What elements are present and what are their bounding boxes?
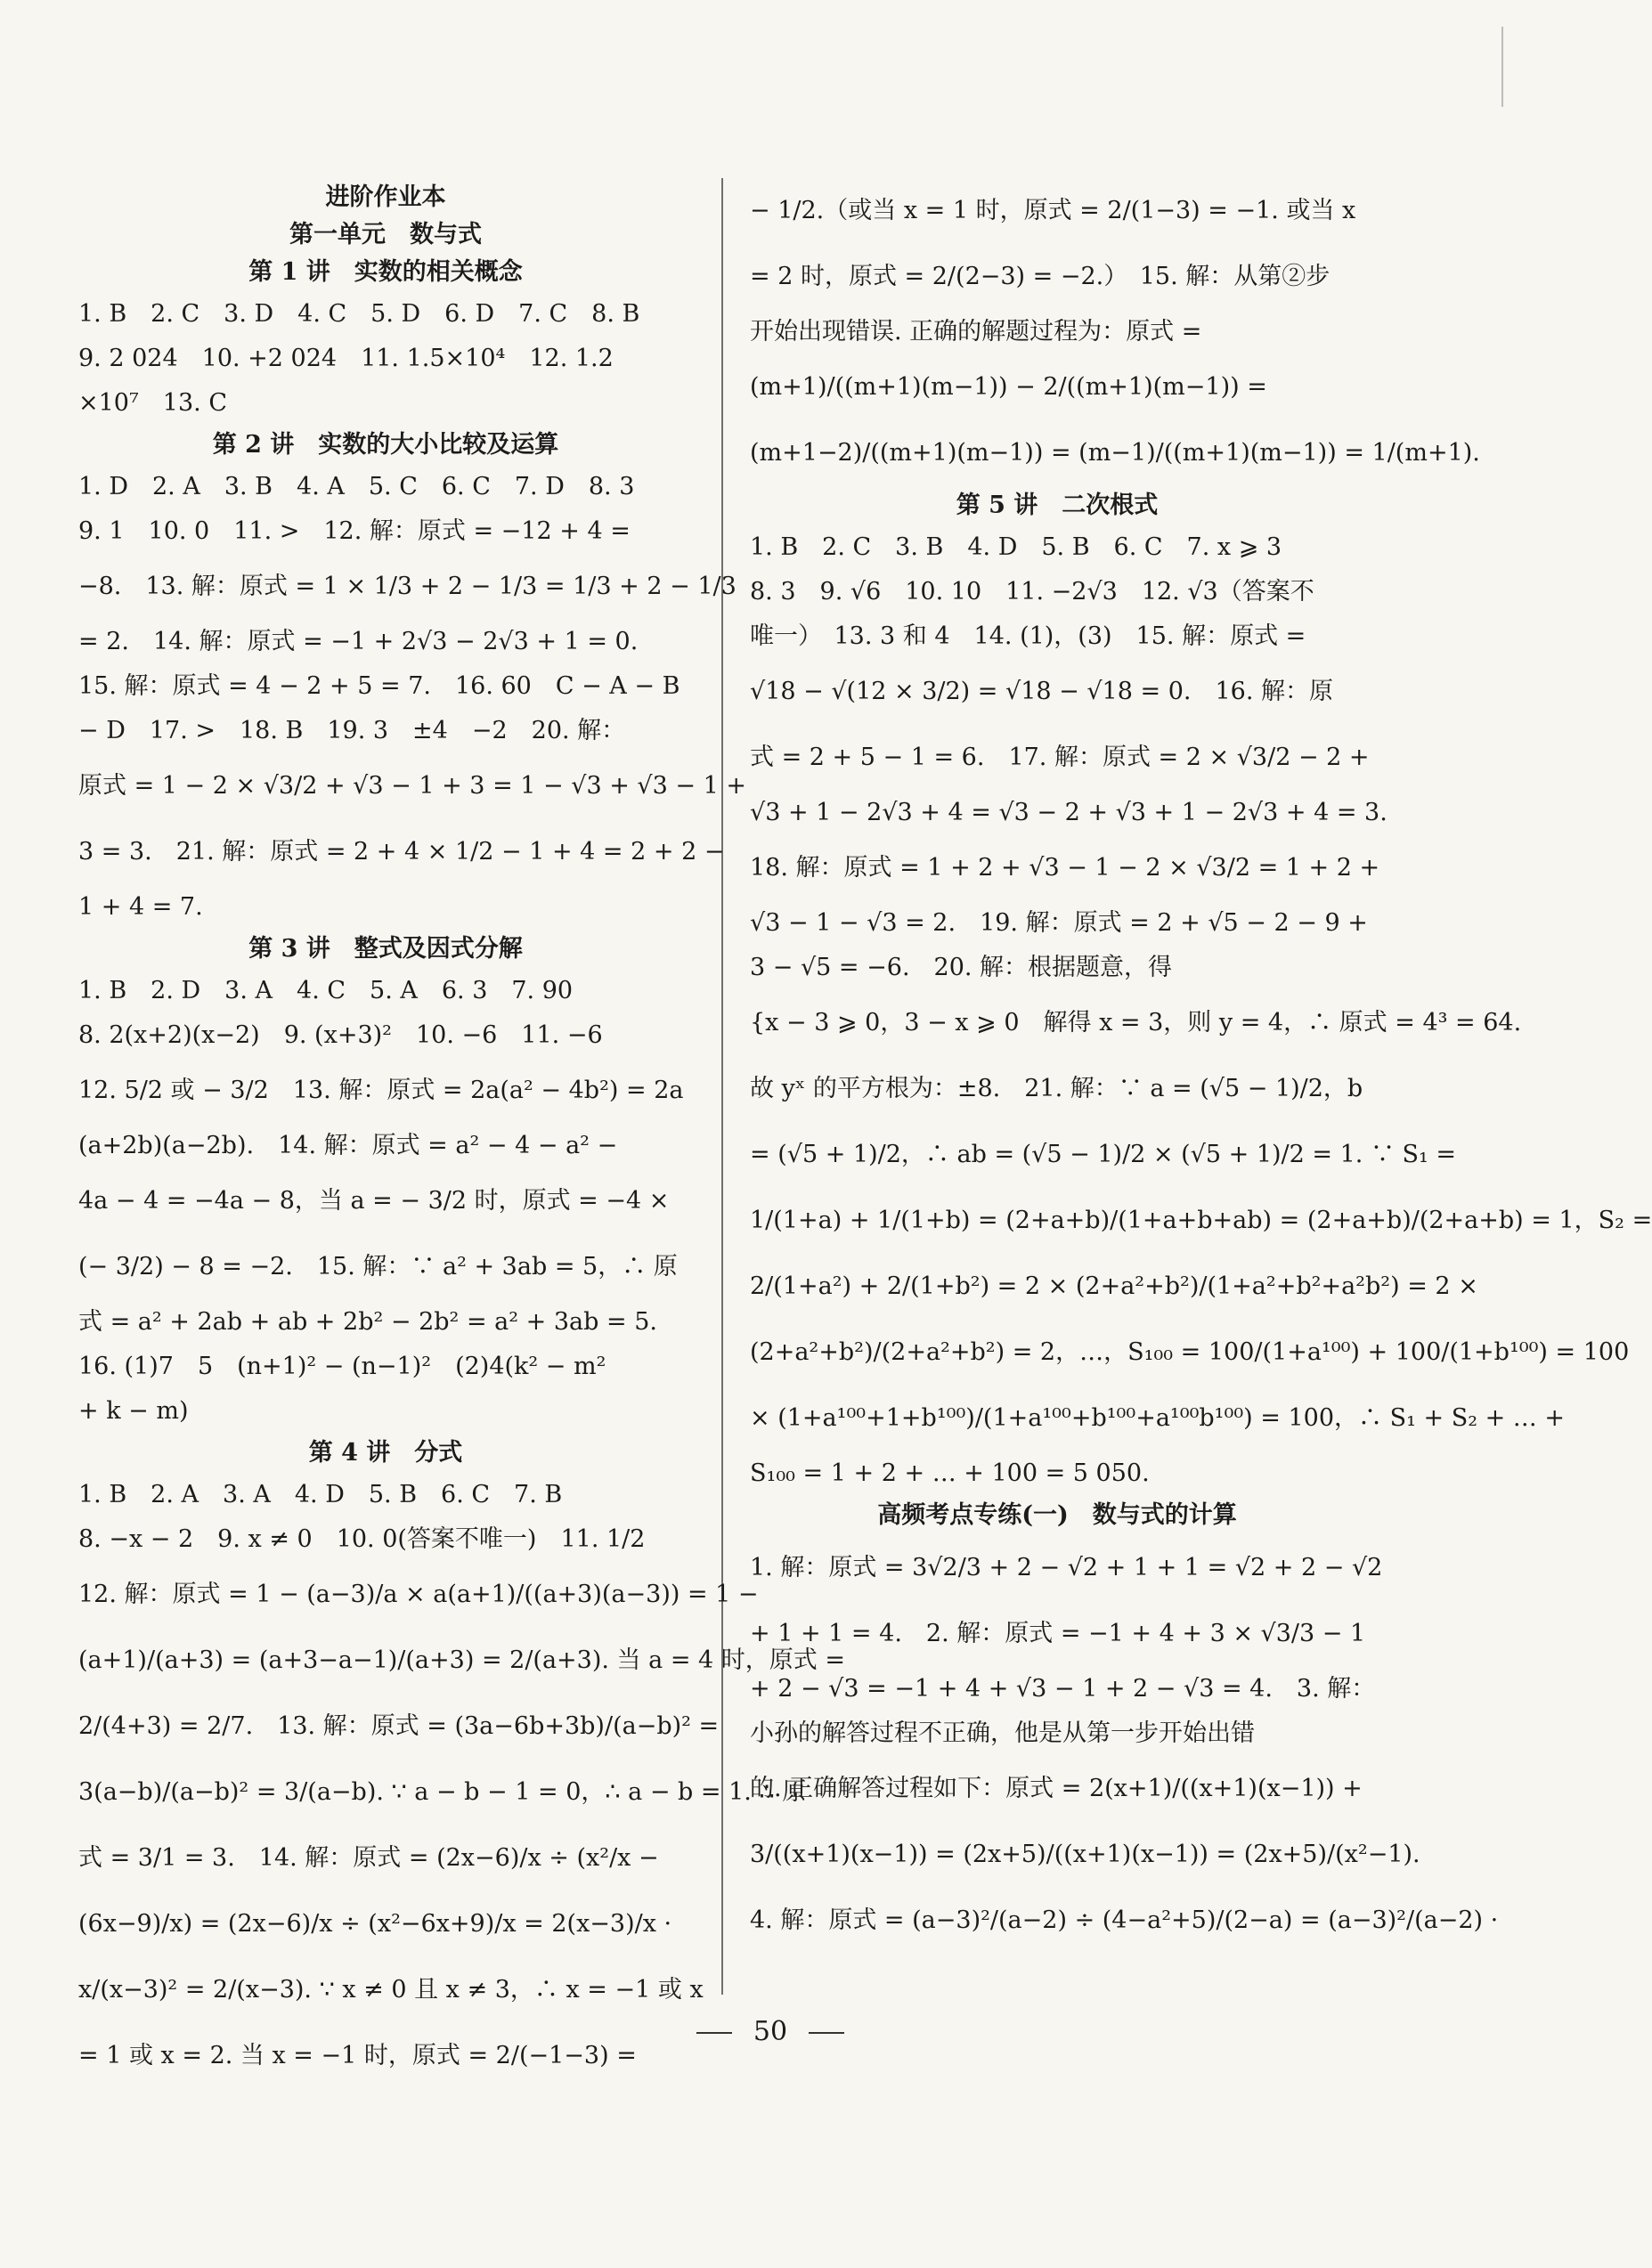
- answer-line: − 1/2.（或当 x = 1 时，原式 = 2/(1−3) = −1. 或当 x: [750, 197, 1356, 224]
- answer-line: {x − 3 ⩾ 0，3 − x ⩾ 0 解得 x = 3，则 y = 4，∴ 原式 = 4³ = 64.: [750, 1009, 1522, 1036]
- answer-line: 式 = a² + 2ab + ab + 2b² − 2b² = a² + 3ab = 5.: [78, 1308, 657, 1336]
- answer-line: √18 − √(12 × 3/2) = √18 − √18 = 0. 16. 解：原: [750, 678, 1333, 705]
- unit-title: 第一单元 数与式: [289, 221, 482, 248]
- answer-line: √3 − 1 − √3 = 2. 19. 解：原式 = 2 + √5 − 2 − 9 +: [750, 909, 1368, 937]
- answer-line: 3(a−b)/(a−b)² = 3/(a−b). ∵ a − b − 1 = 0，∴ a − b = 1. ∴ 原: [78, 1778, 807, 1806]
- answer-line: (a+1)/(a+3) = (a+3−a−1)/(a+3) = 2/(a+3). 当 a = 4 时，原式 =: [78, 1646, 845, 1674]
- section-title: 第 1 讲 实数的相关概念: [248, 258, 523, 286]
- answer-line: √3 + 1 − 2√3 + 4 = √3 − 2 + √3 + 1 − 2√3 + 4 = 3.: [750, 799, 1388, 826]
- answer-line: 4. 解：原式 = (a−3)²/(a−2) ÷ (4−a²+5)/(2−a) = (a−3)²/(a−2) ·: [750, 1906, 1499, 1934]
- answer-line: 8. 3 9. √6 10. 10 11. −2√3 12. √3（答案不: [750, 578, 1314, 606]
- section-title: 第 4 讲 分式: [308, 1439, 463, 1467]
- answer-line: 1. B 2. D 3. A 4. C 5. A 6. 3 7. 90: [78, 977, 574, 1004]
- answer-line: × (1+a¹⁰⁰+1+b¹⁰⁰)/(1+a¹⁰⁰+b¹⁰⁰+a¹⁰⁰b¹⁰⁰) = 100，∴ S₁ + S₂ + … +: [750, 1404, 1566, 1432]
- answer-line: 12. 解：原式 = 1 − (a−3)/a × a(a+1)/((a+3)(a−3)) = 1 −: [78, 1581, 759, 1608]
- book-title: 进阶作业本: [325, 183, 446, 211]
- section-title: 高频考点专练(一) 数与式的计算: [877, 1501, 1237, 1529]
- answer-line: + 2 − √3 = −1 + 4 + √3 − 1 + 2 − √3 = 4. 3. 解：: [750, 1675, 1376, 1703]
- answer-line: 1. 解：原式 = 3√2/3 + 2 − √2 + 1 + 1 = √2 + 2 − √2: [750, 1554, 1383, 1581]
- answer-line: (m+1−2)/((m+1)(m−1)) = (m−1)/((m+1)(m−1)) = 1/(m+1).: [750, 439, 1480, 467]
- answer-line: ×10⁷ 13. C: [78, 389, 227, 417]
- answer-line: = 1 或 x = 2. 当 x = −1 时，原式 = 2/(−1−3) =: [78, 2042, 637, 2069]
- answer-line: 开始出现错误. 正确的解题过程为：原式 =: [750, 318, 1202, 345]
- answer-line: + k − m): [78, 1397, 189, 1425]
- answer-line: 1/(1+a) + 1/(1+b) = (2+a+b)/(1+a+b+ab) = (2+a+b)/(2+a+b) = 1，S₂ =: [750, 1207, 1652, 1234]
- answer-line: 3 − √5 = −6. 20. 解：根据题意，得: [750, 954, 1173, 981]
- answer-line: 2/(1+a²) + 2/(1+b²) = 2 × (2+a²+b²)/(1+a²+b²+a²b²) = 2 ×: [750, 1272, 1478, 1300]
- answer-line: (− 3/2) − 8 = −2. 15. 解：∵ a² + 3ab = 5，∴ 原: [78, 1253, 678, 1280]
- answer-line: + 1 + 1 = 4. 2. 解：原式 = −1 + 4 + 3 × √3/3 − 1: [750, 1620, 1366, 1647]
- page-number: 50: [753, 2016, 788, 2047]
- answer-line: (6x−9)/x) = (2x−6)/x ÷ (x²−6x+9)/x = 2(x−3)/x ·: [78, 1910, 672, 1938]
- answer-line: 原式 = 1 − 2 × √3/2 + √3 − 1 + 3 = 1 − √3 + √3 − 1 +: [78, 772, 746, 800]
- section-title: 第 2 讲 实数的大小比较及运算: [212, 431, 559, 459]
- answer-line: = 2. 14. 解：原式 = −1 + 2√3 − 2√3 + 1 = 0.: [78, 628, 639, 655]
- answer-line: 12. 5/2 或 − 3/2 13. 解：原式 = 2a(a² − 4b²) = 2a: [78, 1077, 684, 1104]
- answer-line: 8. −x − 2 9. x ≠ 0 10. 0(答案不唯一) 11. 1/2: [78, 1525, 646, 1553]
- answer-line: 1 + 4 = 7.: [78, 893, 203, 921]
- answer-line: 小孙的解答过程不正确，他是从第一步开始出错: [750, 1719, 1255, 1747]
- answer-line: x/(x−3)² = 2/(x−3). ∵ x ≠ 0 且 x ≠ 3，∴ x = −1 或 x: [78, 1976, 704, 2004]
- answer-line: 式 = 3/1 = 3. 14. 解：原式 = (2x−6)/x ÷ (x²/x −: [78, 1844, 659, 1872]
- answer-line: −8. 13. 解：原式 = 1 × 1/3 + 2 − 1/3 = 1/3 + 2 − 1/3: [78, 573, 736, 600]
- column-divider: [721, 178, 723, 1995]
- answer-line: 4a − 4 = −4a − 8，当 a = − 3/2 时，原式 = −4 ×: [78, 1187, 670, 1215]
- answer-line: = (√5 + 1)/2，∴ ab = (√5 − 1)/2 × (√5 + 1)/2 = 1. ∵ S₁ =: [750, 1141, 1457, 1168]
- section-title: 第 3 讲 整式及因式分解: [248, 935, 523, 963]
- answer-line: (m+1)/((m+1)(m−1)) − 2/((m+1)(m−1)) =: [750, 373, 1267, 401]
- answer-line: 唯一） 13. 3 和 4 14. (1)，(3) 15. 解：原式 =: [750, 622, 1306, 650]
- answer-line: 9. 1 10. 0 11. > 12. 解：原式 = −12 + 4 =: [78, 517, 631, 545]
- footer-dash-right: [809, 2032, 844, 2034]
- answer-line: − D 17. > 18. B 19. 3 ±4 −2 20. 解：: [78, 717, 626, 744]
- answer-line: 1. B 2. C 3. B 4. D 5. B 6. C 7. x ⩾ 3: [750, 533, 1282, 561]
- right-column: [750, 178, 1652, 1954]
- answer-line: (a+2b)(a−2b). 14. 解：原式 = a² − 4 − a² −: [78, 1132, 618, 1159]
- answer-line: 1. B 2. C 3. D 4. C 5. D 6. D 7. C 8. B: [78, 300, 640, 328]
- answer-line: 18. 解：原式 = 1 + 2 + √3 − 1 − 2 × √3/2 = 1 + 2 +: [750, 854, 1380, 882]
- answer-line: 3/((x+1)(x−1)) = (2x+5)/((x+1)(x−1)) = (2x+5)/(x²−1).: [750, 1841, 1420, 1868]
- answer-line: 故 yˣ 的平方根为：±8. 21. 解：∵ a = (√5 − 1)/2，b: [750, 1075, 1363, 1102]
- answer-line: 3 = 3. 21. 解：原式 = 2 + 4 × 1/2 − 1 + 4 = 2 + 2 −: [78, 838, 725, 866]
- answer-line: = 2 时，原式 = 2/(2−3) = −2.） 15. 解：从第②步: [750, 263, 1331, 290]
- answer-line: 8. 2(x+2)(x−2) 9. (x+3)² 10. −6 11. −6: [78, 1021, 603, 1049]
- answer-line: 9. 2 024 10. +2 024 11. 1.5×10⁴ 12. 1.2: [78, 345, 614, 372]
- answer-line: 的. 正确解答过程如下：原式 = 2(x+1)/((x+1)(x−1)) +: [750, 1775, 1363, 1802]
- answer-line: 式 = 2 + 5 − 1 = 6. 17. 解：原式 = 2 × √3/2 − 2 +: [750, 744, 1370, 771]
- answer-line: S₁₀₀ = 1 + 2 + … + 100 = 5 050.: [750, 1459, 1150, 1487]
- answer-line: 15. 解：原式 = 4 − 2 + 5 = 7. 16. 60 C − A − B: [78, 672, 680, 700]
- page-edge-mark: [1501, 27, 1503, 107]
- section-title: 第 5 讲 二次根式: [956, 492, 1159, 519]
- answer-line: 2/(4+3) = 2/7. 13. 解：原式 = (3a−6b+3b)/(a−b)² =: [78, 1712, 720, 1740]
- page-footer: [0, 2014, 1541, 2050]
- answer-line: 1. D 2. A 3. B 4. A 5. C 6. C 7. D 8. 3: [78, 473, 635, 500]
- answer-line: 16. (1)7 5 (n+1)² − (n−1)² (2)4(k² − m²: [78, 1353, 606, 1380]
- footer-dash-left: [696, 2032, 732, 2034]
- answer-line: 1. B 2. A 3. A 4. D 5. B 6. C 7. B: [78, 1481, 563, 1508]
- answer-line: (2+a²+b²)/(2+a²+b²) = 2，…，S₁₀₀ = 100/(1+a¹⁰⁰) + 100/(1+b¹⁰⁰) = 100: [750, 1338, 1630, 1366]
